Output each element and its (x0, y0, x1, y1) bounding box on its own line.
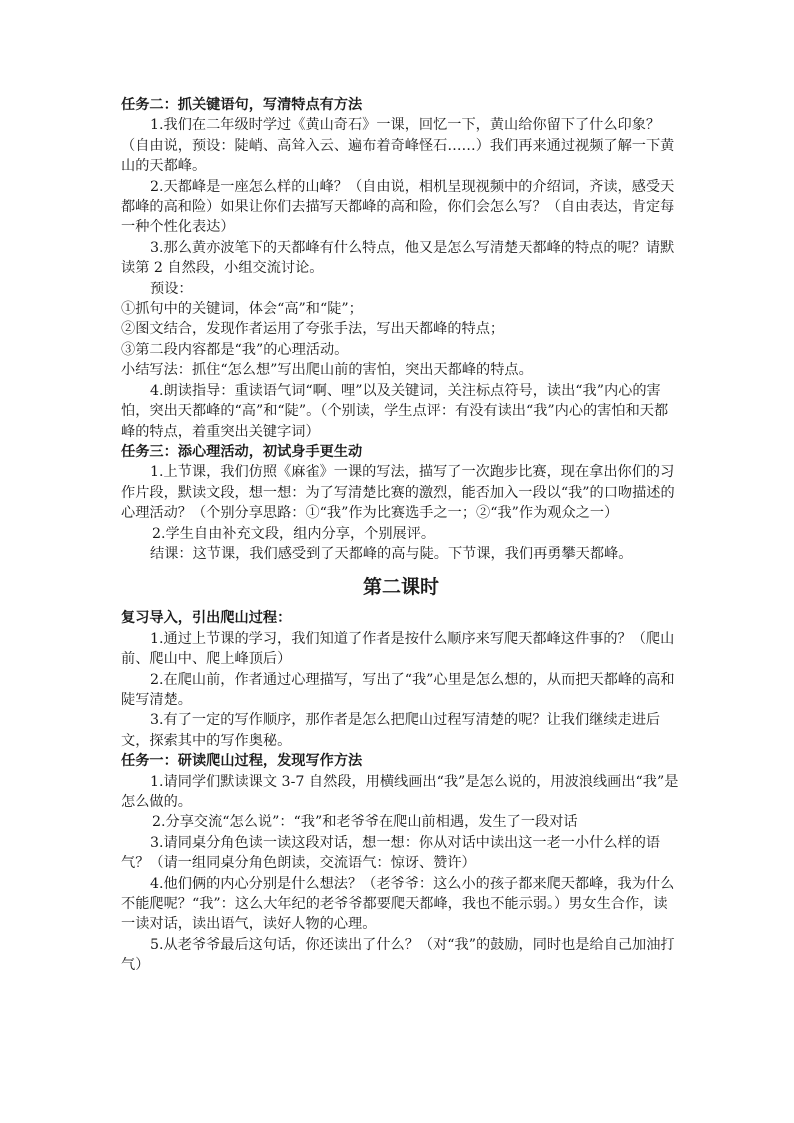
task2-paragraph-3: 3.那么黄亦波笔下的天都峰有什么特点，他又是怎么写清楚天都峰的特点的呢？请默读第 2 自然段，小组交流讨论。 (121, 239, 675, 277)
task1-paragraph-5: 5.从老爷爷最后这句话，你还读出了什么？（对“我”的鼓励，同时也是给自己加油打气） (121, 936, 675, 974)
lesson2-title: 第二课时 (362, 576, 439, 599)
review-heading: 复习导入，引出爬山过程： (121, 610, 292, 627)
method-summary: 小结写法：抓住“怎么想”写出爬山前的害怕，突出天都峰的特点。 (121, 362, 533, 379)
review-paragraph-2: 2.在爬山前，作者通过心理描写，写出了“我”心里是怎么想的，从而把天都峰的高和陡写清楚。 (121, 671, 675, 708)
task1-paragraph-3: 3.请同桌分角色读一读这段对话，想一想：你从对话中读出这一老一小什么样的语气？（请一组同桌分角色朗读，交流语气：惊讶、赞许） (121, 834, 661, 872)
preset-item-2: ②图文结合，发现作者运用了夸张手法，写出天都峰的特点； (121, 321, 505, 338)
task1-paragraph-4: 4.他们俩的内心分别是什么想法？（老爷爷：这么小的孩子都来爬天都峰，我为什么不能爬呢？“我”：这么大年纪的老爷爷都要爬天都峰，我也不能示弱。）男女生合作，读一读对话，读出语气，读好人物的心理。 (121, 875, 675, 933)
task2-paragraph-1: 1.我们在二年级时学过《黄山奇石》一课，回忆一下，黄山给你留下了什么印象？（自由说，预设：陡峭、高耸入云、遍布着奇峰怪石……）我们再来通过视频了解一下黄山的天都峰。 (121, 117, 675, 175)
task1-paragraph-2: 2.分享交流“怎么说”：“我”和老爷爷在爬山前相遇，发生了一段对话 (152, 814, 578, 831)
preset-item-3: ③第二段内容都是“我”的心理活动。 (121, 341, 349, 358)
task1-paragraph-1: 1.请同学们默读课文 3-7 自然段，用横线画出“我”是怎么说的，用波浪线画出“我”是怎么做的。 (121, 773, 679, 810)
task3-paragraph-2: 2.学生自由补充文段，组内分享，个别展评。 (152, 525, 436, 542)
task2-paragraph-4: 4.朗读指导：重读语气词“啊、哩”以及关键词，关注标点符号，读出“我”内心的害怕，突出天都峰的“高”和“陡”。（个别读，学生点评：有没有读出“我”内心的害怕和天都峰的特点，着重突出关键字词） (121, 382, 669, 440)
document-body (121, 95, 681, 976)
task3-heading: 任务三：添心理活动，初试身手更生动 (121, 443, 363, 460)
lesson-closing: 结课：这节课，我们感受到了天都峰的高与陡。下节课，我们再勇攀天都峰。 (150, 545, 633, 562)
task2-heading: 任务二：抓关键语句，写清特点有方法 (121, 97, 363, 113)
task3-paragraph-1: 1.上节课，我们仿照《麻雀》一课的写法，描写了一次跑步比赛，现在拿出你们的习作片段，默读文段，想一想：为了写清楚比赛的激烈，能否加入一段以“我”的口吻描述的心理活动？（个别分享思路：①“我”作为比赛选手之一；②“我”作为观众之一） (121, 464, 675, 522)
task1-heading: 任务一：研读爬山过程，发现写作方法 (121, 753, 363, 770)
review-paragraph-3: 3.有了一定的写作顺序，那作者是怎么把爬山过程写清楚的呢？让我们继续走进后文，探索其中的写作奥秘。 (121, 712, 661, 749)
preset-item-1: ①抓句中的关键词，体会“高”和“陡”； (121, 301, 363, 318)
task2-paragraph-2: 2.天都峰是一座怎么样的山峰？（自由说，相机呈现视频中的介绍词，齐读，感受天都峰的高和险）如果让你们去描写天都峰的高和险，你们会怎么写？（自由表达，肯定每一种个性化表达） (121, 178, 675, 236)
review-paragraph-1: 1.通过上节课的学习，我们知道了作者是按什么顺序来写爬天都峰这件事的？（爬山前、爬山中、爬上峰顶后） (121, 630, 675, 668)
preset-label: 预设： (150, 280, 193, 297)
